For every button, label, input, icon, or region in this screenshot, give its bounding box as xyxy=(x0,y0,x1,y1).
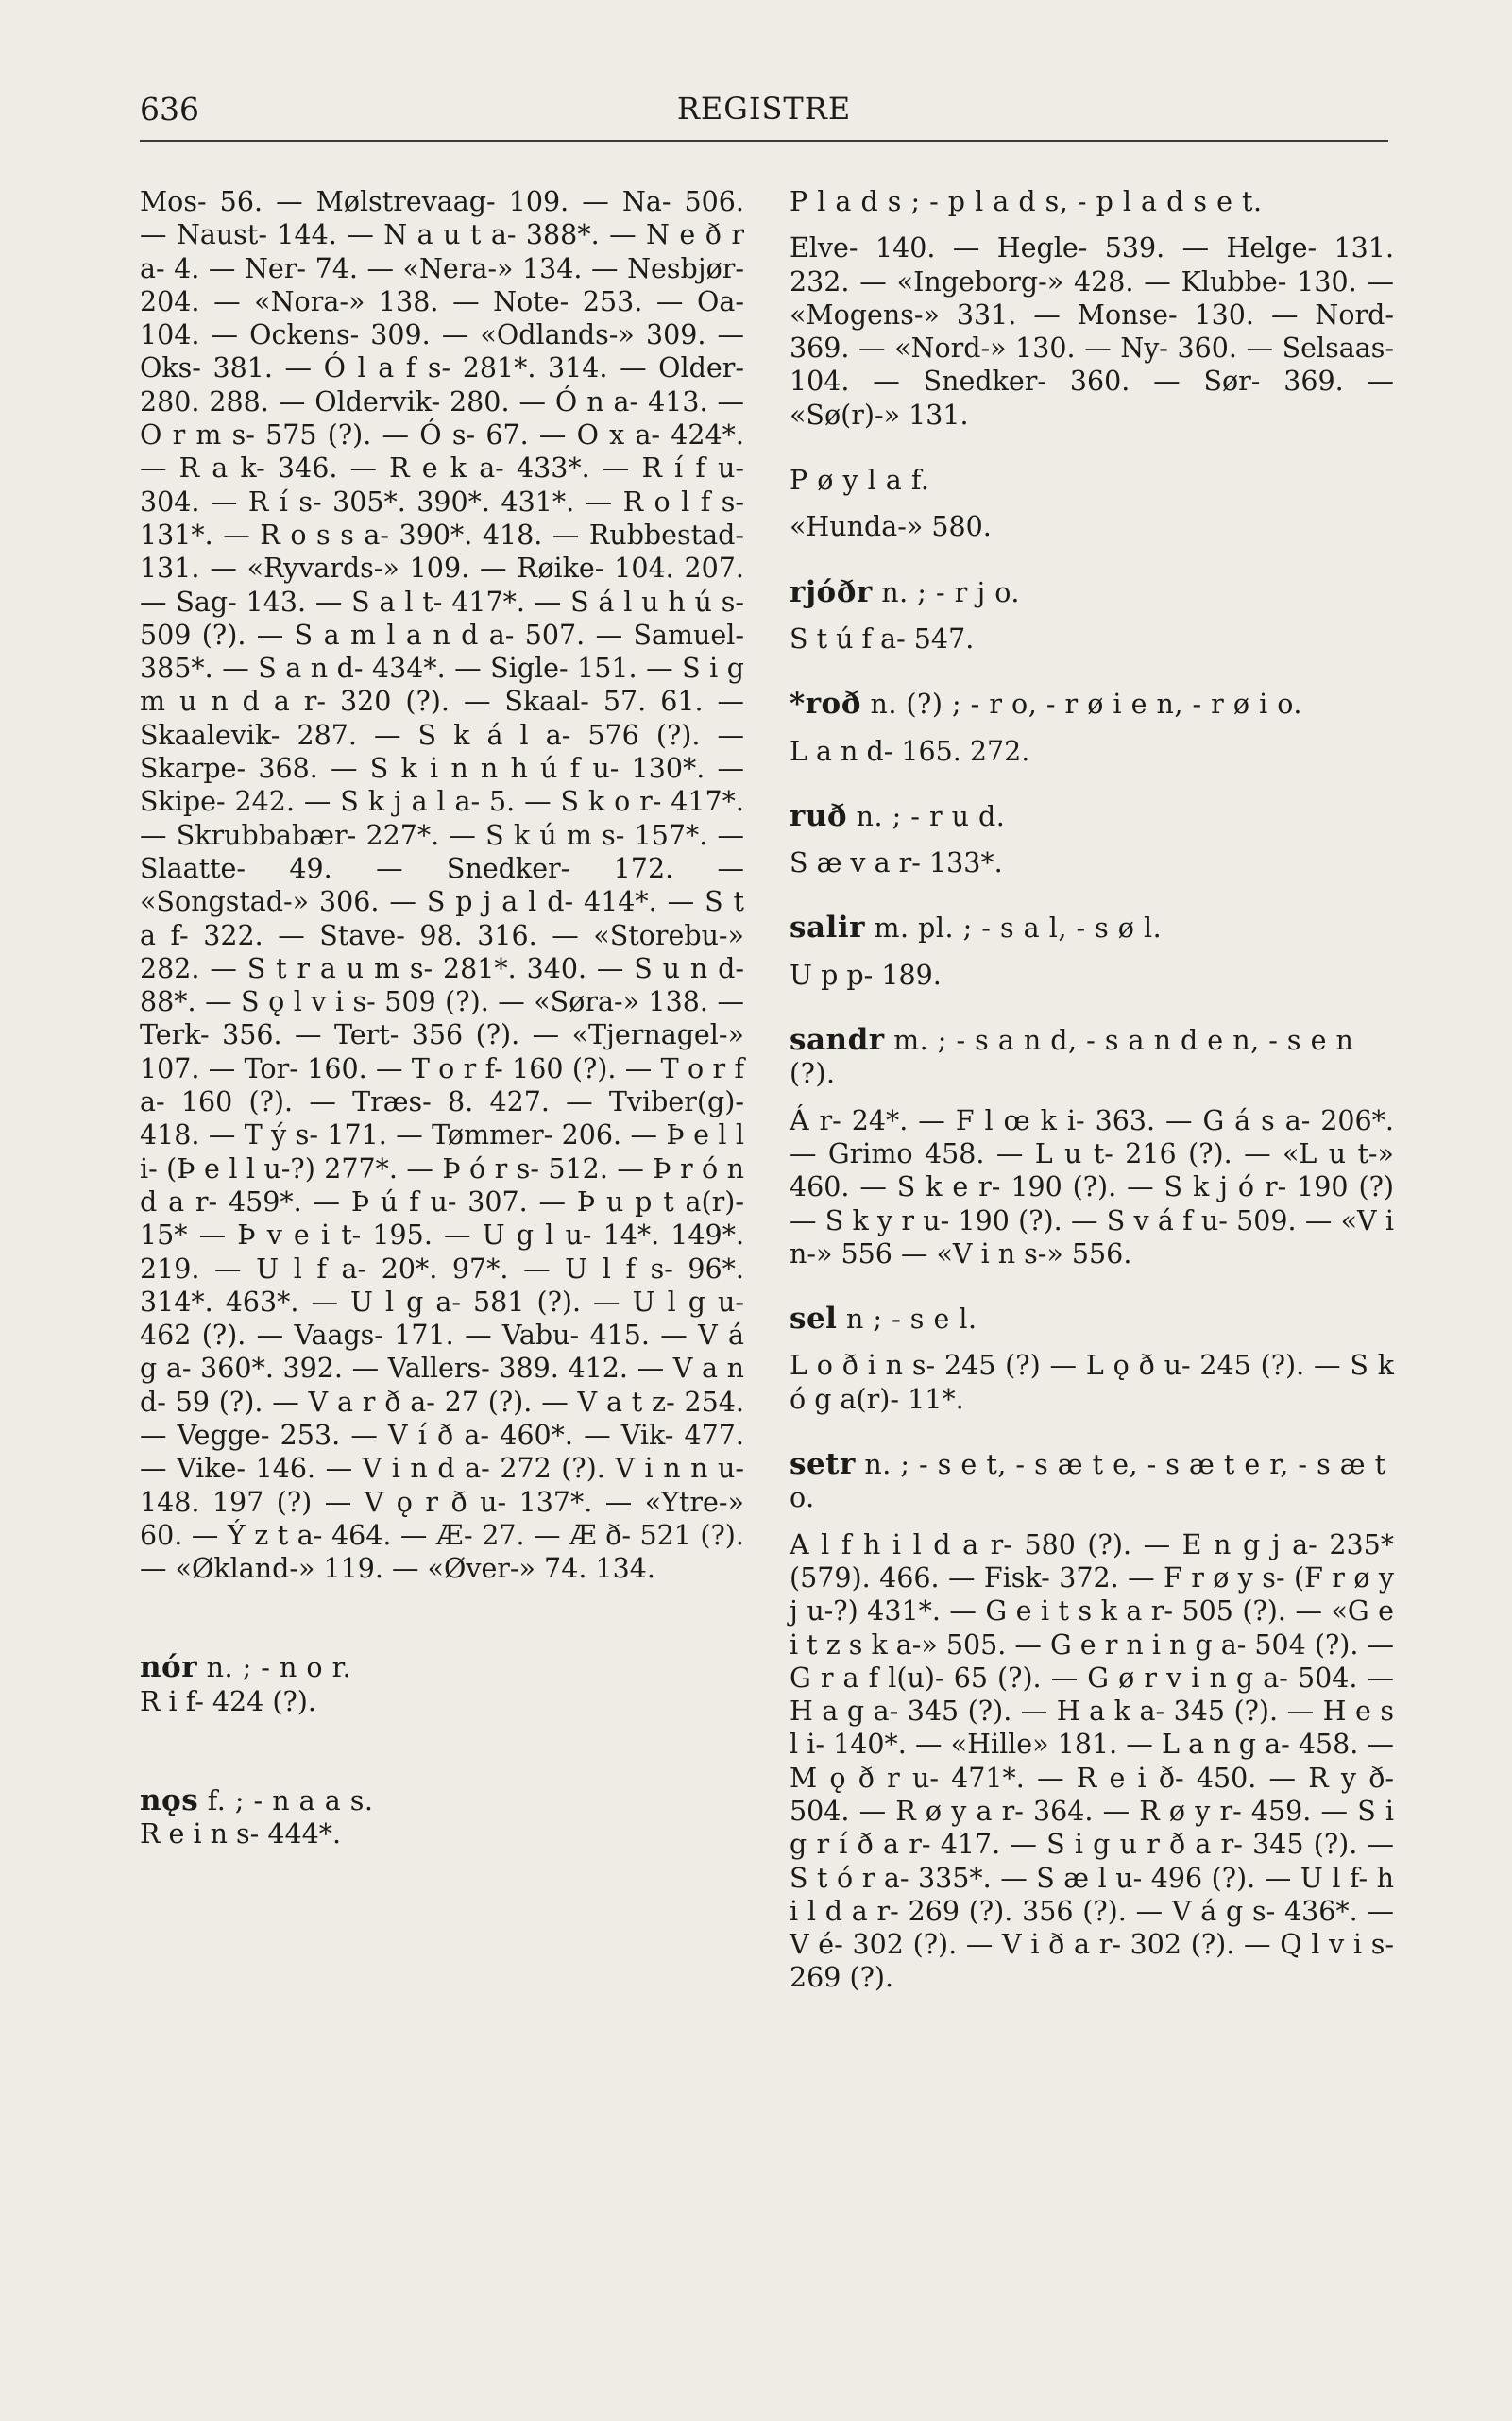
entry-rjodr xyxy=(790,576,1394,656)
entry-list: S æ v a r- 133*. xyxy=(790,847,1003,879)
continuation-text: Mos- 56. — Mølstrevaag- 109. — Na- 506. — Naust- 144. — N a u t a- 388*. — N e ð r a- 4. — Ner- 74. — «Nera-» 134. — Nesbjør- 204. — «Nora-» 138. — Note- 253. — Oa- 104. — Ockens- 309. — «Odlands-» 309. — Oks- 381. — Ó l a f s- 281*. 314. — Older- 280. 288. — Oldervik- 280. — Ó n a- 413. — O r m s- 575 (?). — Ó s- 67. — O x a- 424*. — R a k- 346. — R e k a- 433*. — R í f u- 304. — R í s- 305*. 390*. 431*. — R o l f s- 131*. — R o s s a- 390*. 418. — Rubbestad- 131. — «Ryvards-» 109. — Røike- 104. 207. — Sag- 143. — S a l t- 417*. — S á l u h ú s- 509 (?). — S a m l a n d a- 507. — Samuel- 385*. — S a n d- 434*. — Sigle- 151. — S i g m u n d a r- 320 (?). — Skaal- 57. 61. — Skaalevik- 287. — S k á l a- 576 (?). — Skarpe- 368. — S k i n n h ú f u- 130*. — Skipe- 242. — S k j a l a- 5. — S k o r- 417*. — Skrubbabær- 227*. — S k ú m s- 157*. — Slaatte- 49. — Snedker- 172. — «Songstad-» 306. — S p j a l d- 414*. — S t a f- 322. — Stave- 98. 316. — «Storebu-» 282. — S t r a u m s- 281*. 340. — S u n d- 88*. — S ǫ l v i s- 509 (?). — «Søra-» 138. — Terk- 356. — Tert- 356 (?). — «Tjernagel-» 107. — Tor- 160. — T o r f- 160 (?). — T o r f a- 160 (?). — Træs- 8. 427. — Tviber(g)- 418. — T ý s- 171. — Tømmer- 206. — Þ e l l i- (Þ e l l u-?) 277*. — Þ ó r s- 512. — Þ r ó n d a r- 459*. — Þ ú f u- 307. — Þ u p t a(r)- 15* — Þ v e i t- 195. — U g l u- 14*. 149*. 219. — U l f a- 20*. 97*. — U l f s- 96*. 314*. 463*. — U l g a- 581 (?). — U l g u- 462 (?). — Vaags- 171. — Vabu- 415. — V á g a- 360*. 392. — Vallers- 389. 412. — V a n d- 59 (?). — V a r ð a- 27 (?). — V a t z- 254. — Vegge- 253. — V í ð a- 460*. — Vik- 477. — Vike- 146. — V i n d a- 272 (?). V i n n u- 148. 197 (?) — V ǫ r ð u- 137*. — «Ytre-» 60. — Ý z t a- 464. — Æ- 27. — Æ ð- 521 (?). — «Økland-» 119. — «Øver-» 74. 134. xyxy=(140,186,744,1585)
header-rule xyxy=(140,140,1388,142)
running-head: REGISTRE xyxy=(676,91,852,127)
entry-headword: ruð xyxy=(790,798,848,833)
entry-setr xyxy=(790,1448,1394,1995)
entry-headword: nǫs xyxy=(140,1783,199,1818)
entry-gloss: n. (?) ; - r o, - r ø i e n, - r ø i o. xyxy=(860,689,1302,721)
page-number: 636 xyxy=(140,91,199,128)
plads-entries: Elve- 140. — Hegle- 539. — Helge- 131. 232. — «Ingeborg-» 428. — Klubbe- 130. — «Mogens-» 331. — Monse- 130. — Nord- 369. — «Nord-» 130. — Ny- 360. — Selsaas- 104. — Snedker- 360. — Sør- 369. — «Sø(r)-» 131. xyxy=(790,232,1394,431)
entry-list: U p p- 189. xyxy=(790,959,942,991)
entry-list: Á r- 24*. — F l œ k i- 363. — G á s a- 206*. — Grimo 458. — L u t- 216 (?). — «L u t-» 460. — S k e r- 190 (?). — S k j ó r- 190 (?) — S k y r u- 190 (?). — S v á f u- 509. — «V i n-» 556 — «V i n s-» 556. xyxy=(790,1104,1394,1270)
entry-sandr xyxy=(790,1024,1394,1270)
entry-gloss: n. ; - n o r. xyxy=(197,1652,352,1684)
plads-heading: P l a d s ; - p l a d s, - p l a d s e t. xyxy=(790,186,1263,217)
entry-heading xyxy=(140,1651,744,1684)
entry-gloss: m. ; - s a n d, - s a n d e n, - s e n (?). xyxy=(790,1025,1354,1090)
entry-salir xyxy=(790,912,1394,992)
entry-list: L o ð i n s- 245 (?) — L ǫ ð u- 245 (?). — S k ó g a(r)- 11*. xyxy=(790,1350,1394,1415)
entry-gloss: n. ; - s e t, - s æ t e, - s æ t e r, - s æ t o. xyxy=(790,1449,1386,1514)
entry-gloss: f. ; - n a a s. xyxy=(198,1785,374,1817)
entry-list: R i f- 424 (?). xyxy=(140,1685,316,1717)
entry-sel xyxy=(790,1303,1394,1416)
left-column xyxy=(140,185,744,1851)
entry-headword: sandr xyxy=(790,1023,885,1058)
entry-heading xyxy=(790,800,1394,833)
entry-gloss: n. ; - r u d. xyxy=(847,800,1006,832)
right-column xyxy=(790,185,1394,1995)
entry-heading xyxy=(790,1448,1394,1515)
entry-gloss: m. pl. ; - s a l, - s ø l. xyxy=(864,912,1163,945)
entry-heading xyxy=(790,688,1394,721)
entry-list: R e i n s- 444*. xyxy=(140,1818,342,1850)
entry-heading xyxy=(790,576,1394,609)
entry-list: L a n d- 165. 272. xyxy=(790,735,1030,767)
entry-heading xyxy=(790,912,1394,945)
entry-heading xyxy=(140,1784,744,1817)
entry-headword: rjóðr xyxy=(790,574,873,609)
entry-heading xyxy=(790,1024,1394,1091)
poylaf-entries: «Hunda-» 580. xyxy=(790,511,992,543)
entry-headword: sel xyxy=(790,1302,838,1337)
page-header xyxy=(140,91,1388,138)
entry-rod xyxy=(790,688,1394,768)
entry-headword: *roð xyxy=(790,687,861,722)
entry-nos xyxy=(140,1784,744,1851)
entry-rud xyxy=(790,800,1394,880)
entry-heading xyxy=(790,1303,1394,1336)
poylaf-heading: P ø y l a f. xyxy=(790,465,930,497)
entry-list: A l f h i l d a r- 580 (?). — E n g j a- 235* (579). 466. — Fisk- 372. — F r ø y s- (F r ø y j u-?) 431*. — G e i t s k a r- 505 (?). — «G e i t z s k a-» 505. — G e r n i n g a- 504 (?). — G r a f l(u)- 65 (?). — G ø r v i n g a- 504. — H a g a- 345 (?). — H a k a- 345 (?). — H e s l i- 140*. — «Hille» 181. — L a n g a- 458. — M ǫ ð r u- 471*. — R e i ð- 450. — R y ð- 504. — R ø y a r- 364. — R ø y r- 459. — S i g r í ð a r- 417. — S i g u r ð a r- 345 (?). — S t ó r a- 335*. — S æ l u- 496 (?). — U l f- h i l d a r- 269 (?). 356 (?). — V á g s- 436*. — V é- 302 (?). — V i ð a r- 302 (?). — Q l v i s- 269 (?). xyxy=(790,1528,1394,1994)
entry-nor xyxy=(140,1651,744,1718)
entry-headword: nór xyxy=(140,1650,198,1685)
entry-list: S t ú f a- 547. xyxy=(790,622,975,655)
entry-gloss: n. ; - r j o. xyxy=(872,576,1020,608)
entry-headword: setr xyxy=(790,1447,856,1482)
entry-headword: salir xyxy=(790,911,865,946)
entry-gloss: n ; - s e l. xyxy=(837,1304,977,1336)
